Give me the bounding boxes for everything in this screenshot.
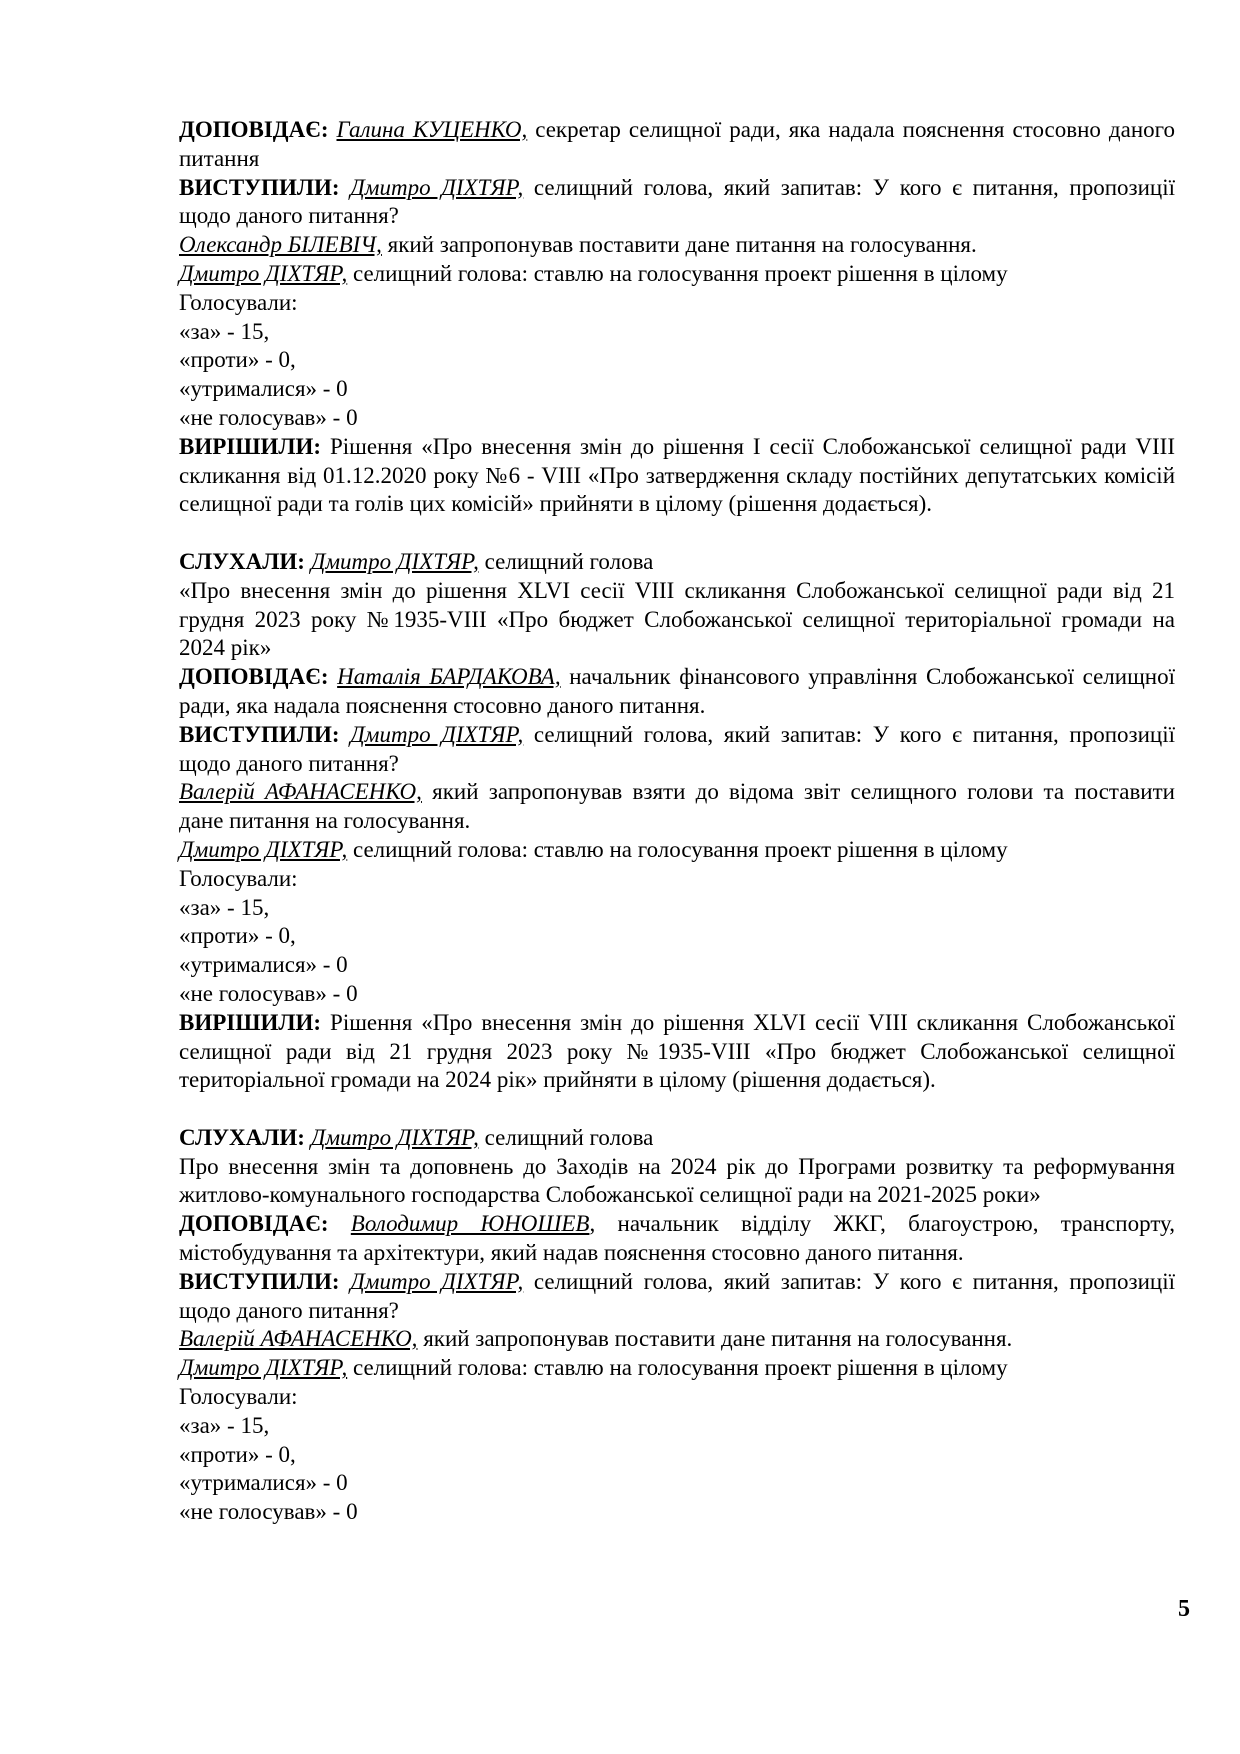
decision-label: ВИРІШИЛИ: bbox=[179, 1009, 322, 1035]
votes-against: «проти» - 0, bbox=[179, 923, 296, 949]
votes-label: Голосували: bbox=[179, 289, 298, 315]
proposal-text: який запропонував поставити дане питання на голосування. bbox=[381, 232, 977, 258]
chair-name: Дмитро ДІХТЯР, bbox=[179, 836, 348, 862]
page-number: 5 bbox=[1178, 1596, 1190, 1622]
votes-abstained: «утрималися» - 0 bbox=[179, 1470, 348, 1496]
votes-abstained: «утрималися» - 0 bbox=[179, 952, 348, 978]
spacer bbox=[179, 519, 1175, 548]
heard-text: селищний голова bbox=[478, 1124, 654, 1150]
spacer bbox=[179, 1095, 1175, 1124]
chair-name: Дмитро ДІХТЯР, bbox=[179, 1355, 348, 1381]
decision-label: ВИРІШИЛИ: bbox=[179, 433, 322, 459]
speaker-name: Дмитро ДІХТЯР, bbox=[350, 1268, 524, 1294]
heard-label: СЛУХАЛИ: bbox=[179, 548, 305, 574]
heard-text: селищний голова bbox=[478, 548, 654, 574]
vote-call-text: селищний голова: ставлю на голосування проект рішення в цілому bbox=[347, 260, 1008, 286]
votes-not-voted: «не голосував» - 0 bbox=[179, 404, 358, 430]
reporter-text: , начальник відділу ЖКГ, благоустрою, транспорту, містобудування та архітектури, який надав пояснення стосовно даного питання. bbox=[179, 1211, 1176, 1266]
speakers-line bbox=[179, 721, 1175, 779]
votes-label: Голосували: bbox=[179, 1384, 298, 1410]
reporter-name: Наталія БАРДАКОВА, bbox=[337, 664, 561, 690]
speakers-line bbox=[179, 1268, 1175, 1326]
speaker-name: Дмитро ДІХТЯР, bbox=[350, 721, 524, 747]
vote-call-line bbox=[179, 836, 1175, 865]
proposer-name: Олександр БІЛЕВІЧ, bbox=[179, 232, 382, 258]
subject-line: «Про внесення змін до рішення XLVI сесії VIII скликання Слобожанської селищної ради від 21 грудня 2023 року №1935-VIII «Про бюджет Слобожанської селищної територіальної громади на 2024 рік» bbox=[179, 577, 1175, 661]
vote-call-line bbox=[179, 260, 1175, 289]
proposer-name: Валерій АФАНАСЕНКО, bbox=[179, 779, 422, 805]
reporter-name: Галина КУЦЕНКО, bbox=[336, 117, 528, 142]
reporter-text: секретар селищної ради, яка надала пояснення стосовно даного питання bbox=[179, 117, 1175, 171]
reporter-label: ДОПОВІДАЄ: bbox=[179, 1211, 329, 1237]
votes-for: «за» - 15, bbox=[179, 318, 270, 344]
proposer-name: Валерій АФАНАСЕНКО, bbox=[179, 1326, 418, 1352]
vote-call-line bbox=[179, 1354, 1175, 1383]
reporter-text: начальник фінансового управління Слобожанської селищної ради, яка надала пояснення стосовно даного питання. bbox=[179, 664, 1175, 718]
heard-name: Дмитро ДІХТЯР, bbox=[310, 548, 479, 574]
page-content bbox=[179, 116, 1175, 1527]
reporter-label: ДОПОВІДАЄ: bbox=[179, 117, 329, 142]
speakers-line bbox=[179, 174, 1175, 232]
agenda-item-2 bbox=[179, 548, 1175, 1095]
proposal-text: який запропонував поставити дане питання на голосування. bbox=[417, 1326, 1013, 1352]
heard-label: СЛУХАЛИ: bbox=[179, 1124, 305, 1150]
speakers-label: ВИСТУПИЛИ: bbox=[179, 721, 340, 747]
votes-against: «проти» - 0, bbox=[179, 1441, 296, 1467]
speakers-text: селищний голова, який запитав: У кого є питання, пропозиції щодо даного питання? bbox=[179, 174, 1176, 229]
speakers-label: ВИСТУПИЛИ: bbox=[179, 1268, 340, 1294]
votes-not-voted: «не голосував» - 0 bbox=[179, 980, 358, 1006]
votes-against: «проти» - 0, bbox=[179, 347, 296, 373]
speakers-text: селищний голова, який запитав: У кого є питання, пропозиції щодо даного питання? bbox=[179, 1268, 1176, 1323]
decision-line bbox=[179, 1009, 1175, 1095]
agenda-item-3 bbox=[179, 1124, 1175, 1527]
agenda-item-1 bbox=[179, 116, 1175, 519]
heard-name: Дмитро ДІХТЯР, bbox=[310, 1124, 479, 1150]
vote-call-text: селищний голова: ставлю на голосування проект рішення в цілому bbox=[347, 836, 1008, 862]
heard-line bbox=[179, 548, 1175, 577]
subject-line: Про внесення змін та доповнень до Заходів на 2024 рік до Програми розвитку та реформування житлово-комунального господарства Слобожанської селищної ради на 2021-2025 роки» bbox=[179, 1153, 1175, 1208]
heard-line bbox=[179, 1124, 1175, 1153]
vote-call-text: селищний голова: ставлю на голосування проект рішення в цілому bbox=[347, 1355, 1008, 1381]
reporter-line bbox=[179, 1210, 1175, 1268]
reporter-label: ДОПОВІДАЄ: bbox=[179, 664, 329, 690]
proposal-text: який запропонував взяти до відома звіт селищного голови та поставити дане питання на голосування. bbox=[179, 779, 1175, 834]
decision-text: Рішення «Про внесення змін до рішення XLVI сесії VIII скликання Слобожанської селищної ради від 21 грудня 2023 року №1935-VIII «Про бюджет Слобожанської селищної територіальної громади на 2024 рік» прийняти в цілому (рішення додається). bbox=[179, 1009, 1175, 1093]
reporter-line bbox=[179, 663, 1175, 721]
reporter-line bbox=[179, 116, 1175, 174]
reporter-name: Володимир ЮНОШЕВ bbox=[350, 1211, 590, 1237]
votes-for: «за» - 15, bbox=[179, 894, 270, 920]
proposal-line bbox=[179, 1325, 1175, 1354]
speaker-name: Дмитро ДІХТЯР, bbox=[350, 174, 524, 200]
proposal-line bbox=[179, 778, 1175, 836]
votes-abstained: «утрималися» - 0 bbox=[179, 376, 348, 402]
decision-text: Рішення «Про внесення змін до рішення І сесії Слобожанської селищної ради VIII скликання від 01.12.2020 року №6 - VIII «Про затвердження складу постійних депутатських комісій селищної ради та голів цих комісій» прийняти в цілому (рішення додається). bbox=[179, 433, 1175, 517]
speakers-label: ВИСТУПИЛИ: bbox=[179, 174, 340, 200]
votes-not-voted: «не голосував» - 0 bbox=[179, 1499, 358, 1525]
proposal-line bbox=[179, 231, 1175, 260]
chair-name: Дмитро ДІХТЯР, bbox=[179, 260, 348, 286]
votes-label: Голосували: bbox=[179, 865, 298, 891]
decision-line bbox=[179, 433, 1175, 519]
votes-for: «за» - 15, bbox=[179, 1412, 270, 1438]
speakers-text: селищний голова, який запитав: У кого є питання, пропозиції щодо даного питання? bbox=[179, 721, 1176, 776]
